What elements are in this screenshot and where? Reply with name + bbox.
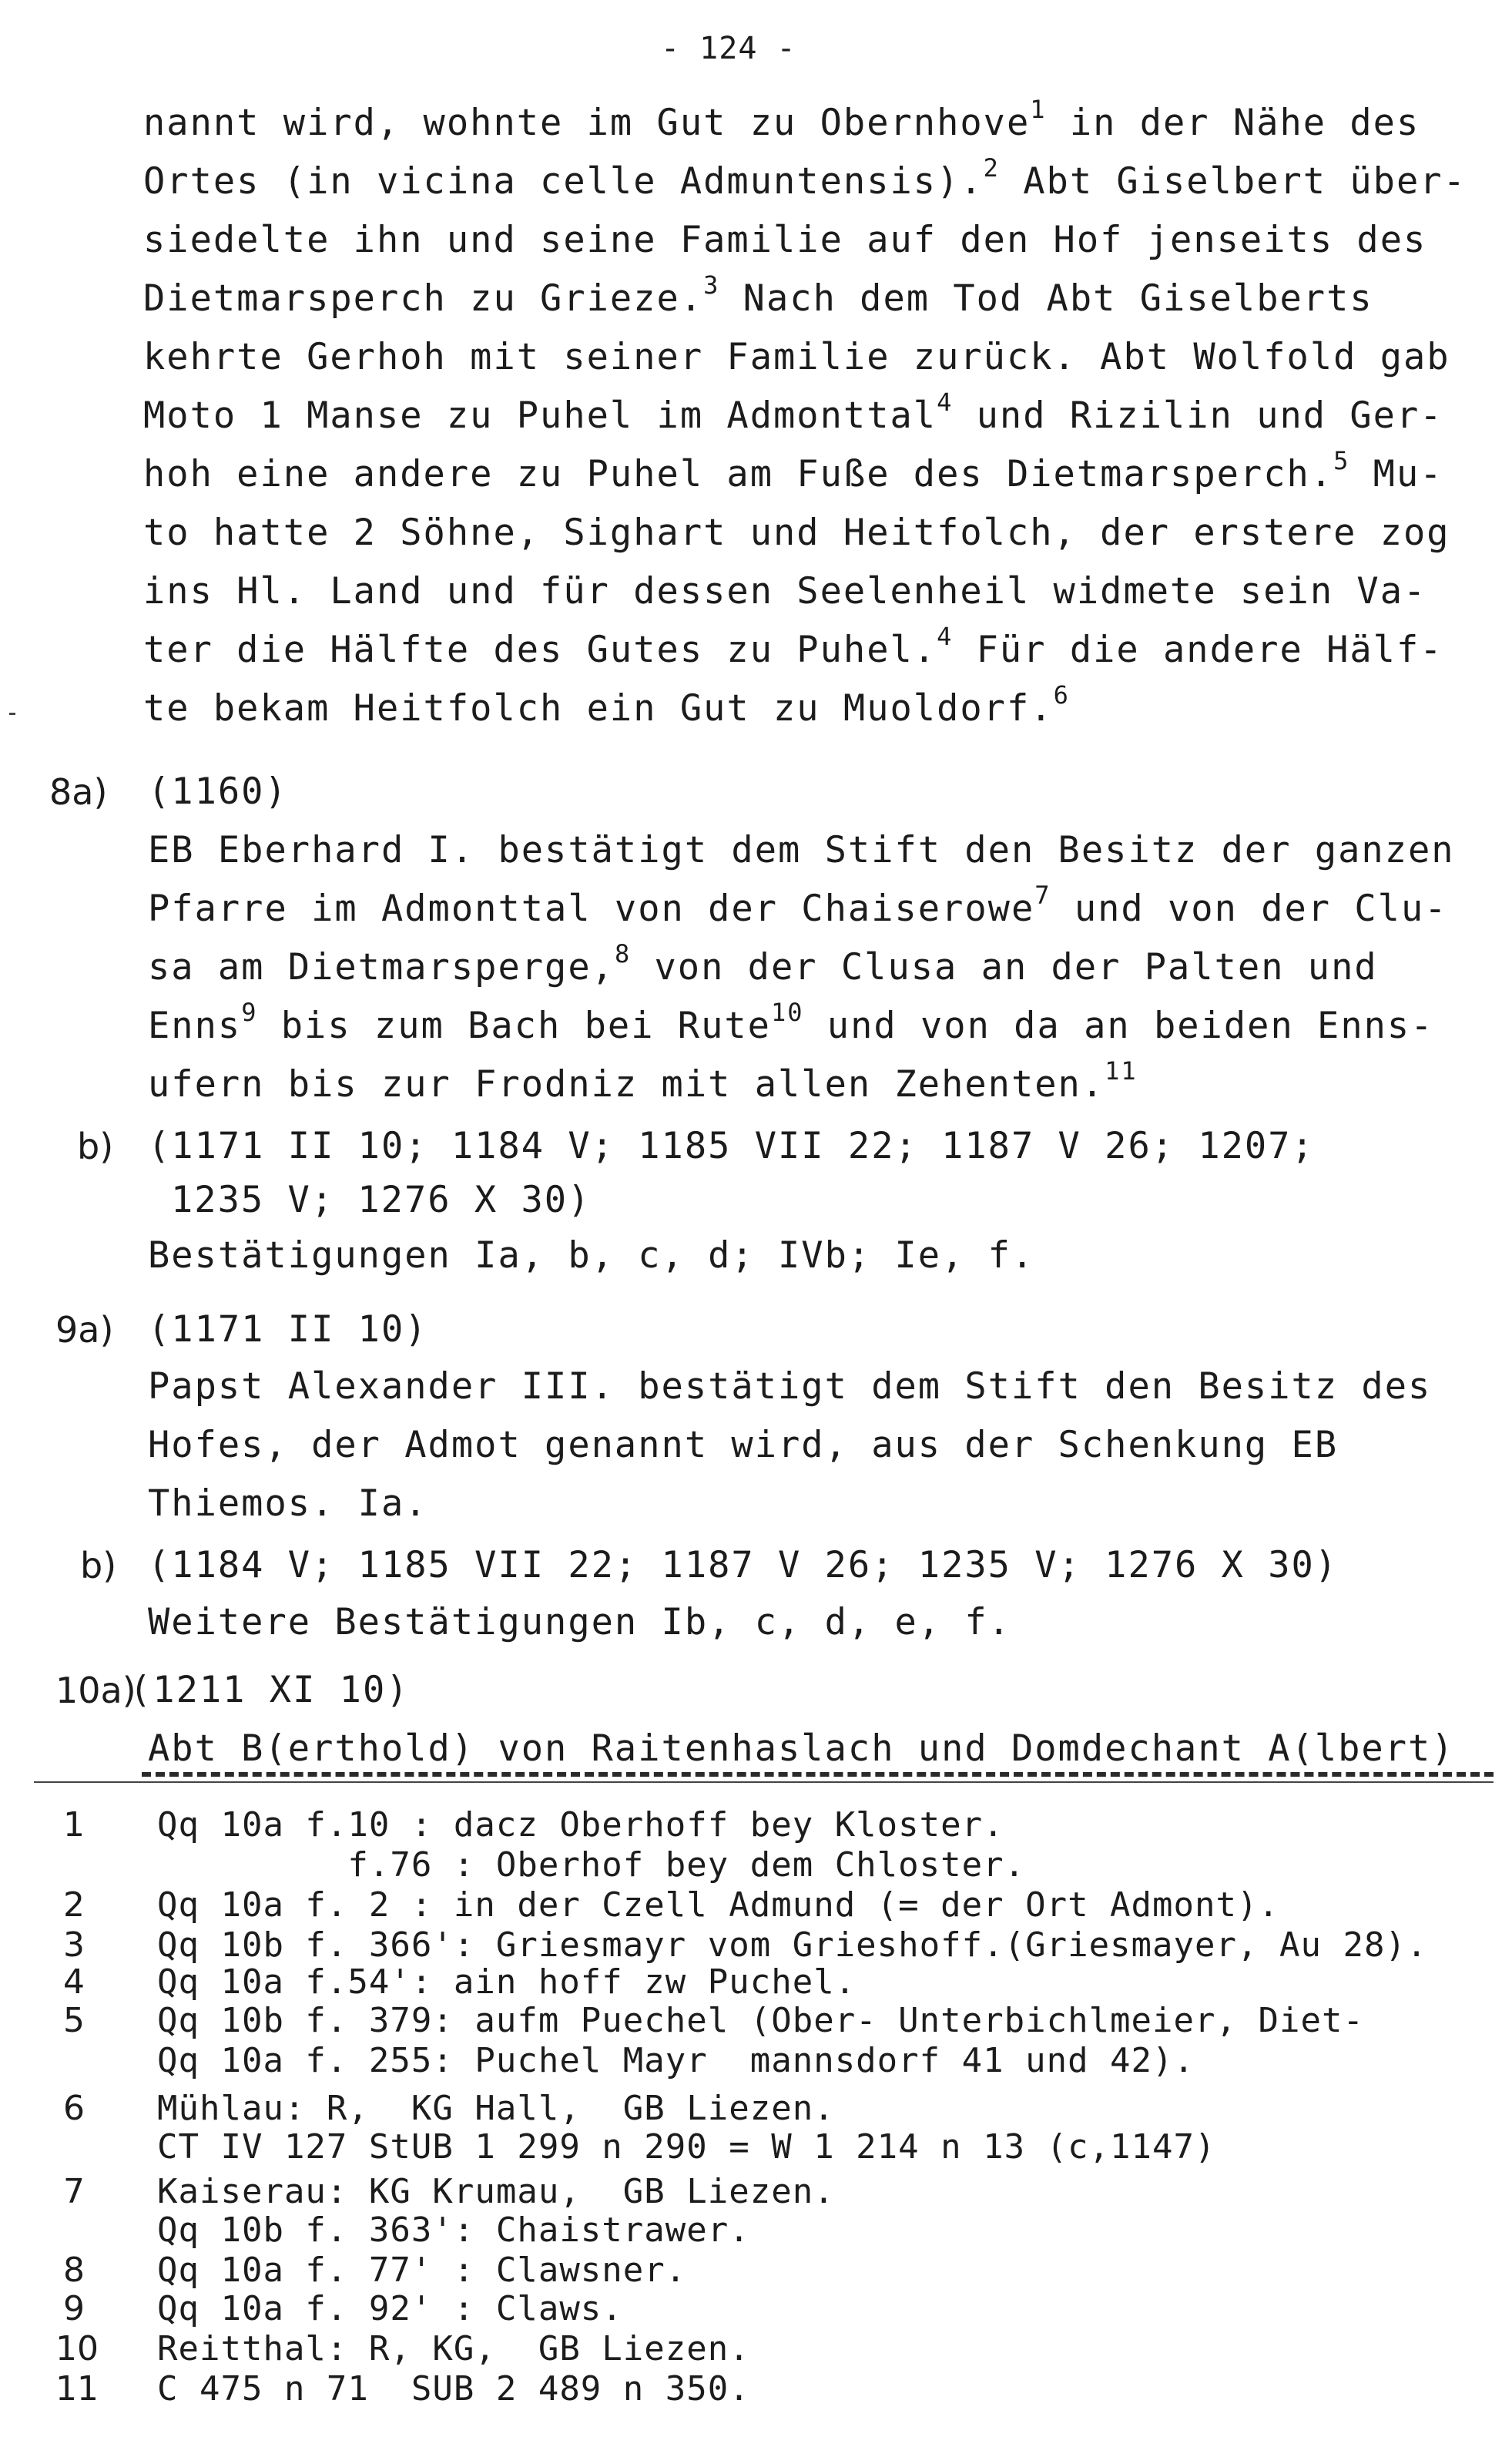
body-line: siedelte ihn und seine Familie auf den Hof jenseits des [143,219,1427,261]
footnote-text: Qq 10b f. 363': Chaistrawer. [157,2210,750,2250]
body-line: nannt wird, wohnte im Gut zu Obernhove$^1$ in der Nähe des [143,95,1420,144]
entry-label: b) [80,1545,117,1586]
body-line: Ortes (in vicina celle Admuntensis).$^2$ Abt Giselbert über- [143,153,1467,203]
footnote-number: 10 [55,2329,99,2368]
footnote-text: Qq 10a f. 2 : in der Czell Admund (= der Ort Admont). [157,1885,1279,1925]
body-line: Moto 1 Manse zu Puhel im Admonttal$^4$ und Rizilin und Ger- [143,388,1443,437]
footnote-text: Qq 10a f. 92' : Claws. [157,2289,623,2328]
entry-line: EB Eberhard I. bestätigt dem Stift den Besitz der ganzen [148,829,1455,871]
footnote-number: 3 [63,1925,85,1965]
footnote-number: 7 [63,2172,85,2211]
entry-line: ufern bis zur Frodniz mit allen Zehenten.$^{11}$ [148,1056,1138,1106]
entry-line: Enns$^9$ bis zum Bach bei Rute$^{10}$ und von da an beiden Enns- [148,998,1434,1047]
footnote-number: 9 [63,2289,85,2328]
footnote-number: 8 [63,2251,85,2290]
entry-label: 10a) [55,1670,136,1711]
footnote-text: Qq 10a f.10 : dacz Oberhoff bey Kloster. [157,1805,1004,1845]
entry-line: Bestätigungen Ia, b, c, d; IVb; Ie, f. [148,1234,1035,1277]
footnote-text: CT IV 127 StUB 1 299 n 290 = W 1 214 n 13 (c,1147) [157,2127,1216,2167]
footnote-text: C 475 n 71 SUB 2 489 n 350. [157,2369,750,2408]
entry-line: Weitere Bestätigungen Ib, c, d, e, f. [148,1601,1011,1643]
footnote-text: Qq 10b f. 366': Griesmayr vom Grieshoff.(Griesmayer, Au 28). [157,1925,1428,1965]
entry-line: Abt B(erthold) von Raitenhaslach und Domdechant A(lbert) [148,1727,1455,1770]
entry-line: sa am Dietmarsperge,$^8$ von der Clusa an der Palten und [148,939,1378,989]
footnote-number: 6 [63,2089,85,2128]
body-line: to hatte 2 Söhne, Sighart und Heitfolch, der erstere zog [143,512,1450,554]
page-number: - 124 - [661,31,796,66]
footnote-number: 11 [55,2369,99,2408]
entry-label: b) [77,1126,114,1167]
footnote-text: Qq 10a f. 77' : Clawsner. [157,2251,687,2290]
entry-date: (1160) [148,770,288,813]
entry-line: Pfarre im Admonttal von der Chaiserowe$^7$ und von der Clu- [148,881,1448,930]
body-line: hoh eine andere zu Puhel am Fuße des Dietmarsperch.$^5$ Mu- [143,446,1443,495]
footnote-separator [34,1781,1494,1783]
entry-date-continued: 1235 V; 1276 X 30) [171,1179,592,1221]
entry-date: (1184 V; 1185 VII 22; 1187 V 26; 1235 V; 1276 X 30) [148,1544,1339,1586]
entry-label: 9a) [55,1309,114,1351]
entry-line: Thiemos. Ia. [148,1482,428,1525]
footnote-text: Qq 10a f. 255: Puchel Mayr mannsdorf 41 und 42). [157,2041,1195,2080]
entry-line: Hofes, der Admot genannt wird, aus der Schenkung EB [148,1424,1339,1466]
footnote-text: Qq 10a f.54': ain hoff zw Puchel. [157,1962,857,2002]
body-line: Dietmarsperch zu Grieze.$^3$ Nach dem Tod Abt Giselberts [143,270,1373,320]
entry-line: Papst Alexander III. bestätigt dem Stift den Besitz des [148,1365,1432,1408]
footnote-number: 1 [63,1805,85,1845]
entry-date: (1211 XI 10) [129,1669,410,1711]
footnote-number: 4 [63,1962,85,2002]
body-line: ter die Hälfte des Gutes zu Puhel.$^4$ Für die andere Hälf- [143,622,1443,671]
footnote-text: Reitthal: R, KG, GB Liezen. [157,2329,750,2368]
margin-mark [9,713,15,715]
footnote-number: 2 [63,1885,85,1925]
footnote-separator-dashed [142,1772,1494,1777]
body-line: te bekam Heitfolch ein Gut zu Muoldorf.$^6$ [143,680,1070,730]
footnote-number: 5 [63,2001,85,2040]
footnote-text: Qq 10b f. 379: aufm Puechel (Ober- Unterbichlmeier, Diet- [157,2001,1364,2040]
body-line: ins Hl. Land und für dessen Seelenheil widmete sein Va- [143,570,1427,613]
entry-label: 8a) [49,771,108,813]
footnote-text: f.76 : Oberhof bey dem Chloster. [157,1845,1026,1885]
entry-date: (1171 II 10) [148,1308,428,1351]
footnote-text: Mühlau: R, KG Hall, GB Liezen. [157,2089,835,2128]
body-line: kehrte Gerhoh mit seiner Familie zurück. Abt Wolfold gab [143,336,1450,378]
entry-date: (1171 II 10; 1184 V; 1185 VII 22; 1187 V 26; 1207; [148,1125,1315,1167]
footnote-text: Kaiserau: KG Krumau, GB Liezen. [157,2172,835,2211]
